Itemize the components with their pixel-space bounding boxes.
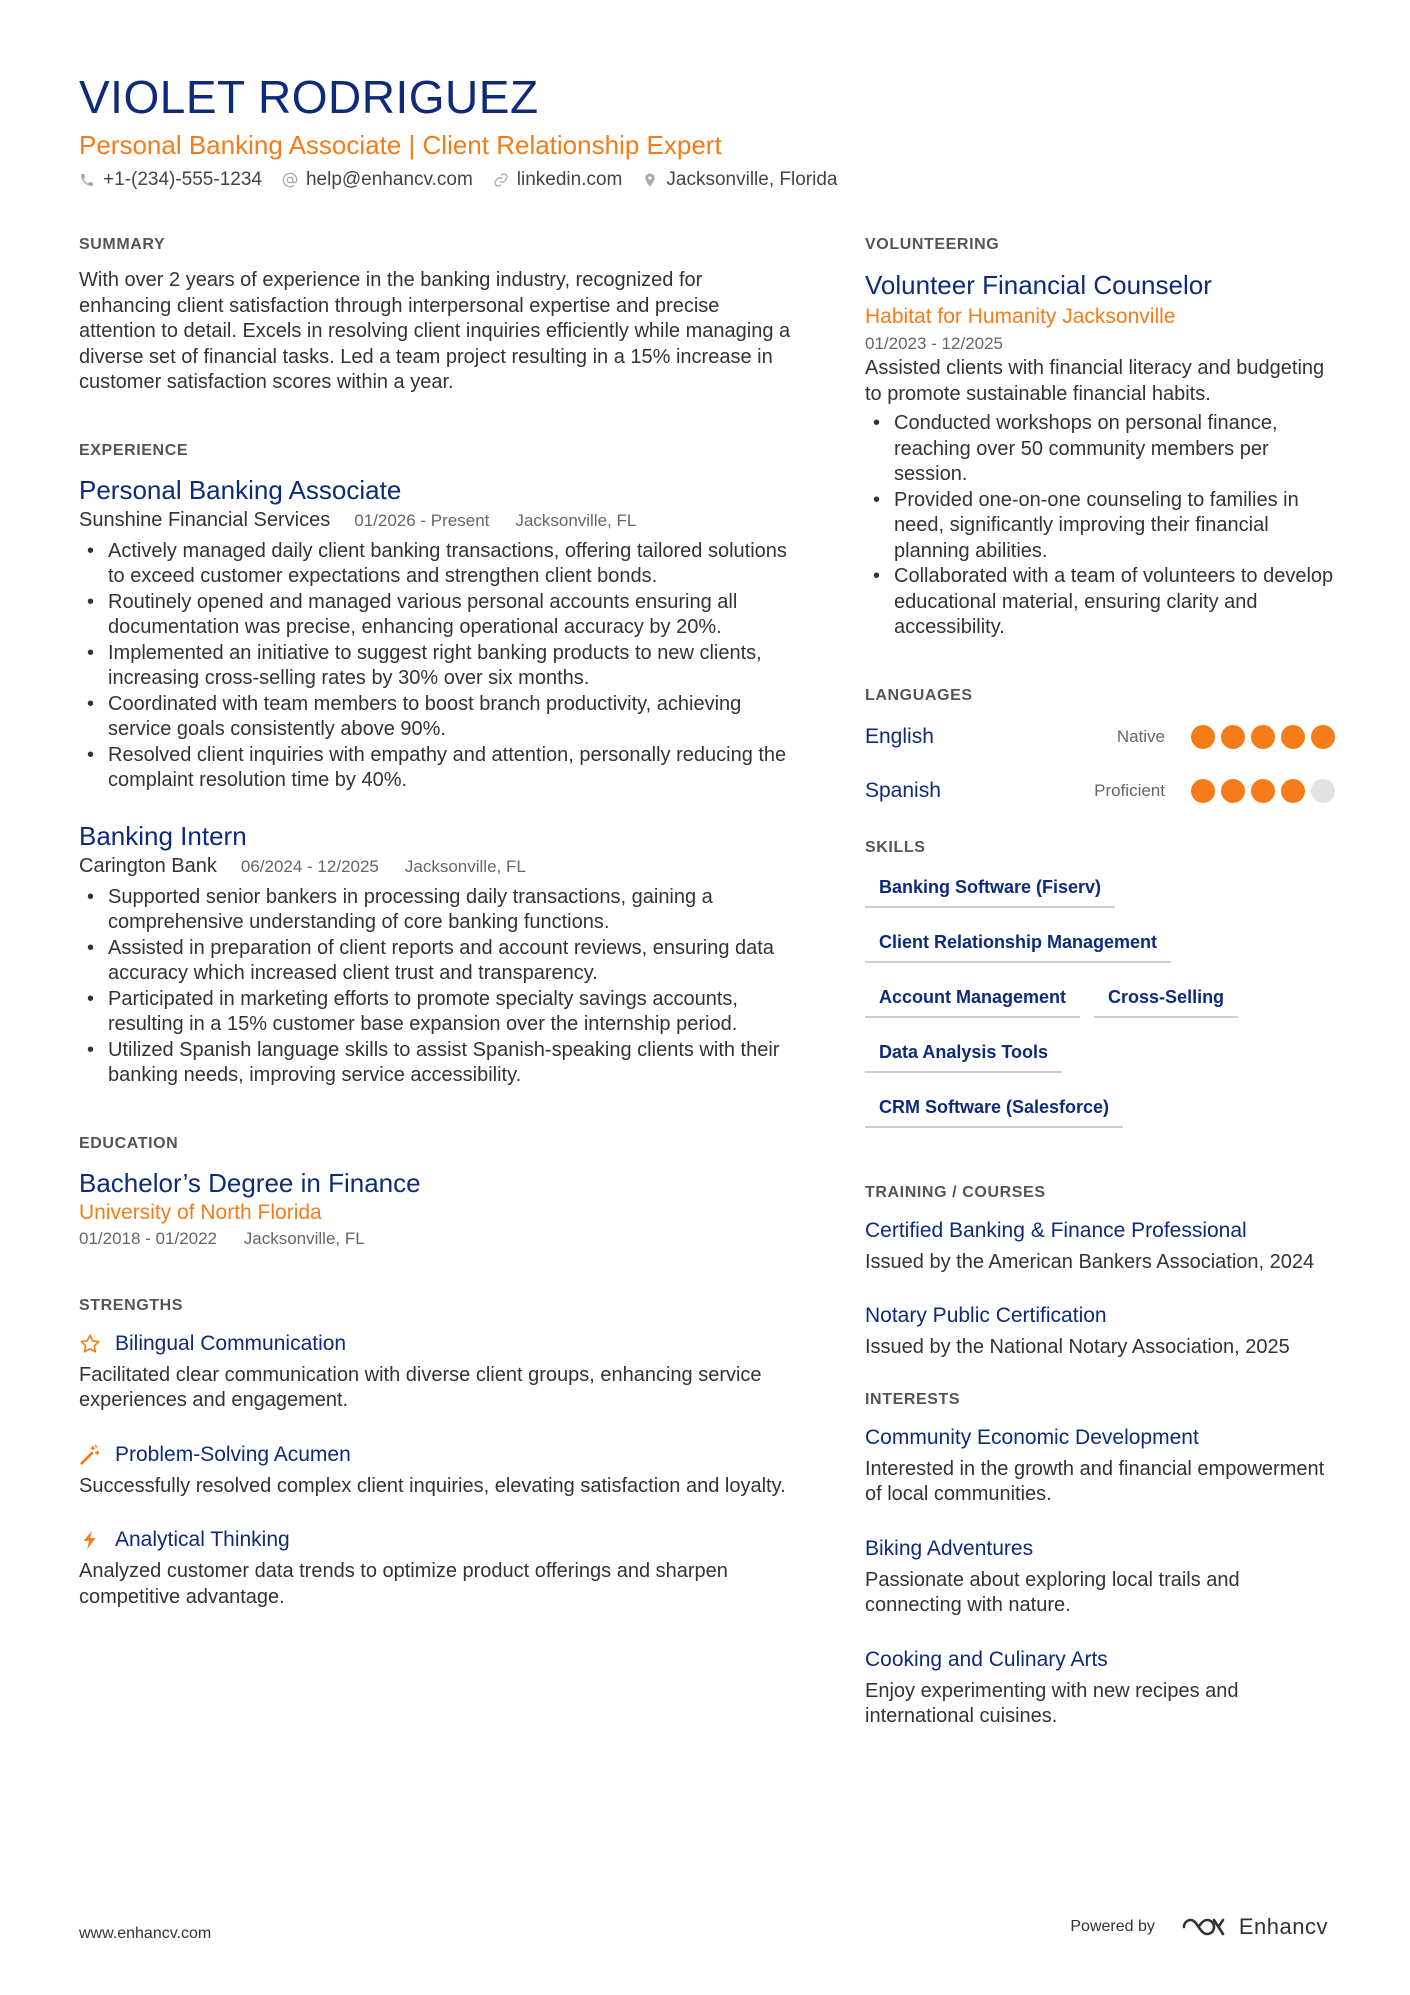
- interest-item: [865, 1534, 1335, 1619]
- job-bullet: • Routinely opened and managed various personal accounts ensuring all documentation was precise, enhancing operational accuracy by 20%.: [79, 590, 795, 641]
- job-dates: 06/2024 - 12/2025: [240, 856, 379, 876]
- volunteer-bullet: • Provided one-on-one counseling to families in need, significantly improving their financial planning abilities.: [865, 488, 1335, 565]
- phone-icon: [79, 172, 95, 188]
- strength-item: [79, 1440, 795, 1500]
- summary-section: [79, 236, 795, 396]
- strengths-heading: STRENGTHS: [79, 1296, 184, 1314]
- at-sign-icon: [282, 172, 298, 188]
- contact-location: [642, 169, 837, 191]
- strength-title: Problem-Solving Acumen: [115, 1442, 351, 1466]
- education-degree: Bachelor’s Degree in Finance: [79, 1167, 421, 1198]
- job-title: Personal Banking Associate: [79, 474, 402, 505]
- skill-tag: Account Management: [865, 981, 1080, 1018]
- rating-dot-filled: [1221, 779, 1245, 803]
- job-bullet: • Actively managed daily client banking transactions, offering tailored solutions to exceed customer expectations and strengthen client bonds.: [79, 539, 795, 590]
- star-icon: [79, 1333, 101, 1355]
- skills-section: [865, 839, 1335, 1146]
- contact-linkedin[interactable]: [493, 169, 623, 191]
- skill-tag: Data Analysis Tools: [865, 1036, 1062, 1073]
- strength-text: Facilitated clear communication with diverse client groups, enhancing service experiences and engagement.: [79, 1363, 762, 1411]
- volunteer-role: Volunteer Financial Counselor: [865, 270, 1212, 300]
- language-proficiency: [1117, 725, 1335, 749]
- strength-header: [79, 1525, 795, 1555]
- job-company: Sunshine Financial Services: [79, 508, 331, 531]
- powered-by-label: Powered by: [1070, 1918, 1155, 1935]
- interest-text: Interested in the growth and financial empowerment of local communities.: [865, 1457, 1325, 1505]
- volunteer-bullets: [865, 411, 1335, 641]
- strengths-section: [79, 1297, 795, 1611]
- strength-title: Bilingual Communication: [115, 1331, 347, 1355]
- rating-dot-filled: [1191, 779, 1215, 803]
- language-name: Spanish: [865, 778, 941, 802]
- contact-email[interactable]: [282, 169, 473, 191]
- interest-title: Cooking and Culinary Arts: [865, 1647, 1108, 1671]
- job-company: Carington Bank: [79, 854, 217, 877]
- linkedin-link[interactable]: linkedin.com: [516, 169, 623, 190]
- enhancv-logo[interactable]: [1181, 1914, 1328, 1940]
- strength-text: Analyzed customer data trends to optimize product offerings and sharpen competitive advantage.: [79, 1560, 728, 1608]
- volunteering-heading: VOLUNTEERING: [865, 236, 1000, 253]
- strength-header: [79, 1440, 795, 1470]
- lightning-icon: [79, 1529, 101, 1551]
- brand-name: Enhancv: [1238, 1914, 1328, 1939]
- rating-dot-empty: [1311, 779, 1335, 803]
- course-text: Issued by the National Notary Association, 2025: [865, 1336, 1290, 1358]
- job-meta: [79, 506, 795, 535]
- volunteer-organization: Habitat for Humanity Jacksonville: [865, 305, 1176, 328]
- education-dates: 01/2018 - 01/2022: [79, 1228, 218, 1248]
- right-column: [865, 236, 1335, 1776]
- rating-dot-filled: [1191, 725, 1215, 749]
- strength-item: [79, 1525, 795, 1610]
- language-proficiency: [1094, 779, 1335, 803]
- language-name: English: [865, 724, 934, 748]
- interest-text: Enjoy experimenting with new recipes and international cuisines.: [865, 1679, 1239, 1727]
- contact-bar: [79, 169, 857, 191]
- contact-phone: [79, 169, 262, 191]
- volunteering-section: [865, 236, 1335, 641]
- job-meta: [79, 852, 795, 881]
- location-pin-icon: [642, 172, 658, 188]
- course-text: Issued by the American Bankers Association, 2024: [865, 1250, 1315, 1273]
- language-rating: [1185, 779, 1335, 803]
- job-bullet: • Assisted in preparation of client reports and account reviews, ensuring data accuracy which increased client trust and transparency.: [79, 936, 795, 987]
- language-row: [865, 719, 1335, 755]
- job-bullet: • Implemented an initiative to suggest right banking products to new clients, increasing cross-selling rates by 30% over six months.: [79, 641, 795, 692]
- summary-text: With over 2 years of experience in the banking industry, recognized for enhancing client satisfaction through interpersonal expertise and precise attention to detail. Excels in resolving client inquiries efficiently while managing a diverse set of financial tasks. Led a team project resulting in a 15% increase in customer satisfaction scores within a year.: [79, 269, 791, 393]
- enhancv-logo-icon: [1181, 1915, 1227, 1939]
- job-dates: 01/2026 - Present: [354, 510, 490, 530]
- left-column: [79, 236, 795, 1656]
- skill-tag: CRM Software (Salesforce): [865, 1091, 1123, 1128]
- language-level: Native: [1116, 726, 1165, 746]
- magic-wand-icon: [79, 1444, 101, 1466]
- job-title: Banking Intern: [79, 820, 247, 851]
- job-bullets: [79, 539, 795, 794]
- job-bullet: • Resolved client inquiries with empathy and attention, personally reducing the complaint resolution time by 40%.: [79, 743, 795, 794]
- languages-section: [865, 687, 1335, 809]
- education-meta: [79, 1227, 795, 1251]
- education-section: [79, 1135, 795, 1251]
- education-location: Jacksonville, FL: [243, 1228, 365, 1248]
- location-text: Jacksonville, Florida: [666, 169, 838, 190]
- volunteer-bullet: • Conducted workshops on personal finance, reaching over 50 community members per session.: [865, 411, 1335, 488]
- phone-number: +1-(234)-555-1234: [103, 169, 262, 190]
- candidate-tagline: Personal Banking Associate | Client Relationship Expert: [79, 130, 722, 160]
- footer-branding: [1070, 1914, 1328, 1940]
- candidate-name: VIOLET RODRIGUEZ: [79, 71, 539, 123]
- rating-dot-filled: [1251, 779, 1275, 803]
- job-entry: [79, 820, 795, 1089]
- interest-title: Biking Adventures: [865, 1536, 1034, 1560]
- course-item: [865, 1216, 1335, 1276]
- footer-website[interactable]: www.enhancv.com: [79, 1925, 212, 1942]
- training-section: [865, 1184, 1335, 1361]
- volunteer-dates: 01/2023 - 12/2025: [865, 334, 1004, 353]
- job-bullet: • Participated in marketing efforts to promote specialty savings accounts, resulting in a 15% customer base expansion over the internship period.: [79, 987, 795, 1038]
- rating-dot-filled: [1281, 779, 1305, 803]
- job-bullet: • Utilized Spanish language skills to assist Spanish-speaking clients with their banking needs, improving service accessibility.: [79, 1038, 795, 1089]
- language-level: Proficient: [1094, 780, 1165, 800]
- education-heading: EDUCATION: [79, 1134, 179, 1152]
- interest-text: Passionate about exploring local trails and connecting with nature.: [865, 1568, 1240, 1616]
- education-school: University of North Florida: [79, 1200, 322, 1224]
- languages-heading: LANGUAGES: [865, 686, 973, 704]
- experience-section: [79, 442, 795, 1089]
- course-item: [865, 1301, 1335, 1361]
- volunteer-bullet: • Collaborated with a team of volunteers to develop educational material, ensuring clarity and accessibility.: [865, 564, 1335, 641]
- experience-heading: EXPERIENCE: [79, 441, 189, 459]
- strength-text: Successfully resolved complex client inquiries, elevating satisfaction and loyalty.: [79, 1474, 786, 1497]
- strength-title: Analytical Thinking: [115, 1528, 290, 1551]
- strength-item: [79, 1329, 795, 1414]
- interest-item: [865, 1645, 1335, 1730]
- interests-section: [865, 1391, 1335, 1730]
- course-title: Notary Public Certification: [865, 1304, 1107, 1327]
- rating-dot-filled: [1311, 725, 1335, 749]
- language-row: [865, 773, 1335, 809]
- interest-title: Community Economic Development: [865, 1425, 1199, 1449]
- rating-dot-filled: [1281, 725, 1305, 749]
- rating-dot-filled: [1251, 725, 1275, 749]
- job-bullet: • Coordinated with team members to boost branch productivity, achieving service goals consistently above 90%.: [79, 692, 795, 743]
- interest-item: [865, 1423, 1335, 1508]
- link-icon: [493, 172, 509, 188]
- summary-heading: SUMMARY: [79, 236, 166, 253]
- course-title: Certified Banking & Finance Professional: [865, 1218, 1247, 1242]
- skill-tag: Banking Software (Fiserv): [865, 871, 1115, 908]
- job-bullet: • Supported senior bankers in processing daily transactions, gaining a comprehensive understanding of core banking functions.: [79, 885, 795, 936]
- email-address[interactable]: help@enhancv.com: [305, 169, 473, 190]
- training-heading: TRAINING / COURSES: [865, 1183, 1046, 1201]
- skill-tag: Client Relationship Management: [865, 926, 1171, 963]
- volunteer-description: Assisted clients with financial literacy and budgeting to promote sustainable financial habits.: [865, 357, 1325, 405]
- skill-tag: Cross-Selling: [1094, 981, 1238, 1018]
- job-location: Jacksonville, FL: [515, 510, 637, 530]
- strength-header: [79, 1329, 795, 1359]
- skills-heading: SKILLS: [865, 838, 926, 856]
- interests-heading: INTERESTS: [865, 1390, 961, 1408]
- language-rating: [1185, 725, 1335, 749]
- job-location: Jacksonville, FL: [404, 856, 526, 876]
- rating-dot-filled: [1221, 725, 1245, 749]
- job-bullets: [79, 885, 795, 1089]
- job-entry: [79, 474, 795, 794]
- skills-list: [865, 871, 1335, 1146]
